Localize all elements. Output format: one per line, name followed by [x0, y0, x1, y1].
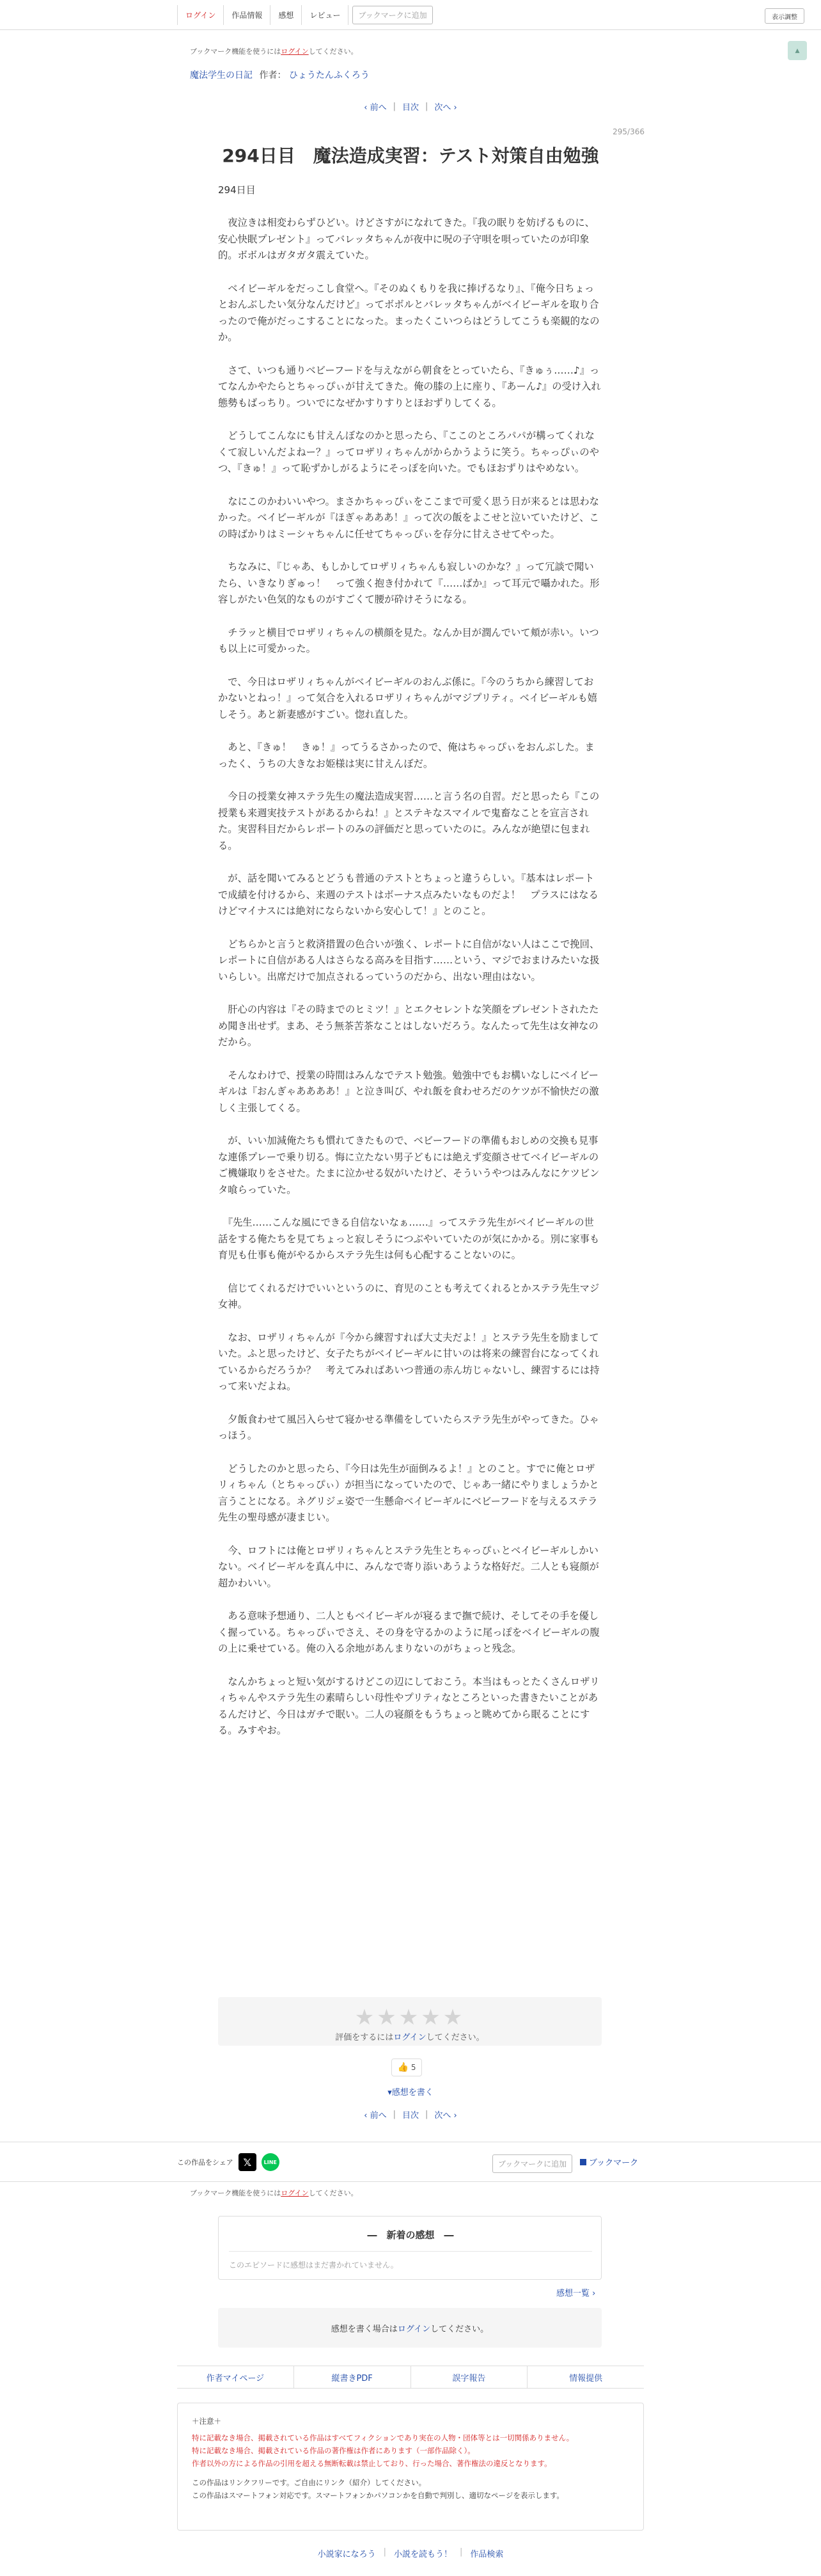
series-title-link[interactable]: 魔法学生の日記: [190, 70, 253, 81]
body-paragraph: ある意味予想通り、二人ともベイビーギルが寝るまで撫で続け、そしてその手を優しく握っている。ちゃっぴぃでさえ、その身を守るかのように尾っぽをベイビーギルの腹の上に乗せている。俺の入る余地があんまりないのがちょっと残念。: [218, 1610, 600, 1654]
divider: [0, 2181, 821, 2182]
impression-login-panel: 感想を書く場合は ログイン してください。: [218, 2308, 602, 2348]
body-paragraph: チラッと横目でロザリィちゃんの横顔を見た。なんか目が潤んでいて頬が赤い。いつも以上に可愛かった。: [218, 626, 599, 654]
caution-line: 作者以外の方による作品の引用を超える無断転載は禁止しており、行った場合、著作権法の違反となります。: [192, 2459, 552, 2468]
thumbs-up-icon: 👍: [397, 2062, 409, 2073]
narou-link[interactable]: 小説家になろう: [317, 2550, 376, 2559]
pager-top: ‹ 前へ | 目次 | 次へ ›: [0, 100, 821, 113]
nav-login[interactable]: ログイン: [178, 5, 224, 25]
nav-impressions[interactable]: 感想: [270, 5, 302, 25]
next-link[interactable]: 次へ ›: [434, 2111, 457, 2121]
body-paragraph: 夕飯食わせて風呂入らせて寝かせる準備をしていたらステラ先生がやってきた。ひゃっほう。: [218, 1413, 599, 1441]
toc-link[interactable]: 目次: [402, 103, 419, 113]
body-paragraph: で、今日はロザリィちゃんがベイビーギルのおんぶ係に。『今のうちから練習しておかないとねっ！』って気合を入れるロザリィちゃんがマジプリティ。ベイビーギルも嬉しそう。あと新妻感がすごい。惚れ直した。: [218, 676, 598, 720]
body-paragraph: 肝心の内容は『その時までのヒミツ！』とエクセレントな笑顔をプレゼントされたため聞き出せず。まあ、そう無茶苦茶なことはしないだろう。なんたって先生は女神なのだから。: [218, 1004, 599, 1048]
bookmark-login-notice: ブックマーク機能を使うにはログインしてください。: [190, 47, 358, 56]
body-paragraph: が、いい加減俺たちも慣れてきたもので、ベビーフードの準備もおしめの交換も見事な連係プレーで乗り切る。悔に立たない男子どもには絶えず変顔させてベイビーギルのご機嫌取りをさせた。たまに泣かせる奴がいたけど、そういうやつはみんなにケツビンタ喰らっていた。: [218, 1135, 600, 1196]
share-bar: [177, 2153, 279, 2171]
series-header: [190, 68, 370, 81]
display-settings-button[interactable]: 表示調整: [765, 8, 804, 24]
caution-line: この作品はスマートフォン対応です。スマートフォンかパソコンかを自動で判別し、適切なページを表示します。: [192, 2491, 564, 2500]
bookmark-icon: [580, 2159, 586, 2165]
body-paragraph: なお、ロザリィちゃんが『今から練習すれば大丈夫だよ！』とステラ先生を励ましていた。ふと思ったけど、女子たちがベイビーギルに甘いのは将来の練習台になってくれているからだろうか？ 考えてみればあいつ普通の赤ん坊じゃないし、練習するには持って来いだよね。: [218, 1331, 600, 1392]
nav-work-info[interactable]: 作品情報: [224, 5, 270, 25]
good-button[interactable]: [391, 2058, 422, 2076]
search-link[interactable]: 作品検索: [470, 2550, 504, 2559]
bookmark-login-notice-bottom: ブックマーク機能を使うにはログインしてください。: [190, 2189, 358, 2197]
caution-heading: ＋注意＋: [192, 2417, 221, 2426]
body-paragraph: そんなわけで、授業の時間はみんなでテスト勉強。勉強中でもお構いなしにベイビーギルは『おんぎゃああああ！』と泣き叫び、やれ飯を食わせろだのケツが不愉快だの激しく主張してくる。: [218, 1069, 599, 1114]
episode-progress: 295/366: [613, 127, 645, 136]
rating-panel: [218, 1997, 602, 2046]
body-paragraph: 信じてくれるだけでいいというのに、育児のことも考えてくれるとかステラ先生マジ女神。: [218, 1282, 600, 1310]
rating-login-link[interactable]: ログイン: [393, 2033, 426, 2043]
pager-bottom: ‹ 前へ | 目次 | 次へ ›: [0, 2108, 821, 2121]
caution-line: 特に記載なき場合、掲載されている作品の著作権は作者にあります（一部作品除く）。: [192, 2446, 475, 2455]
yomou-link[interactable]: 小説を読もう！: [393, 2550, 452, 2559]
typo-report-link[interactable]: 誤字報告: [411, 2366, 528, 2388]
prev-link[interactable]: ‹ 前へ: [364, 103, 387, 113]
new-impressions-panel: [218, 2216, 602, 2280]
write-impression-link[interactable]: ▾感想を書く: [387, 2088, 434, 2098]
episode-title: 294日目 魔法造成実習：テスト対策自由勉強: [222, 145, 599, 166]
notice-login-link[interactable]: ログイン: [281, 47, 309, 56]
body-paragraph: 『先生……こんな風にできる自信ないなぁ……』ってステラ先生がベイビーギルの世話をする俺たちを見てちょっと寂しそうにつぶやいていたのが気にかかる。別に家事も育児も仕事も俺がやるからステラ先生は何も心配することないのに。: [218, 1217, 600, 1261]
new-impressions-title: ― 新着の感想 ―: [367, 2229, 454, 2241]
body-paragraph: あと、『きゅ！ きゅ！』ってうるさかったので、俺はちゃっぴぃをおんぶした。まったく、うちの大きなお姫様は実に甘えんぼだ。: [218, 741, 595, 770]
body-paragraph: どうしたのかと思ったら、『今日は先生が面倒みるよ！』とのこと。すでに俺とロザリィちゃん（とちゃっぴぃ）が担当になっていたので、じゃあ一緒にやりましょうかと言うことになる。ネグリジェ姿で一生懸命ベイビーギルにベビーフードを与えるステラ先生の聖母感が凄まじい。: [218, 1462, 599, 1523]
body-paragraph: 今日の授業女神ステラ先生の魔法造成実習……と言う名の自習。だと思ったら『この授業も来週実技テストがあるからね！』とステキなスマイルで鬼畜なことを宣言された。実習科目だからレポートのみの評価だと思っていたのに。みんなが絶望に包まれる。: [218, 791, 600, 851]
body-paragraph: ベイビーギルをだっこし食堂へ。『そのぬくもりを我に捧げるなり』、『俺今日ちょっとおんぶしたい気分なんだけど』ってボボルとバレッタちゃんがベイビーギルを取り合ったので俺がだっこすることになった。まったくこいつらはどうしてこうも楽観的なのか。: [218, 282, 600, 343]
impression-login-link[interactable]: ログイン: [397, 2324, 431, 2334]
bookmark-add-button-bottom[interactable]: ブックマークに追加: [492, 2154, 572, 2173]
bottom-nav: 小説家になろう | 小説を読もう！ | 作品検索: [0, 2547, 821, 2559]
rating-login-note: 評価をするにはログインしてください。: [335, 2033, 485, 2043]
star-rating-icon[interactable]: ★★★★★: [354, 2005, 465, 2030]
next-link[interactable]: 次へ ›: [434, 103, 457, 113]
impressions-list-link[interactable]: 感想一覧 ›: [556, 2289, 596, 2298]
info-provide-link[interactable]: 情報提供: [569, 2373, 603, 2383]
line-share-icon[interactable]: LINE: [262, 2153, 279, 2171]
bookmark-add-button[interactable]: ブックマークに追加: [352, 6, 432, 24]
top-bar: [0, 0, 821, 30]
caution-box: [177, 2403, 644, 2531]
body-paragraph: ちなみに、『じゃあ、もしかしてロザリィちゃんも寂しいのかな？』って冗談で聞いたら、いきなりぎゅっ！ って強く抱き付かれて『……ばか』って耳元で囁かれた。形容しがたい色気的なものがすごくて腰が砕けそうになる。: [218, 561, 600, 605]
author-link[interactable]: ひょうたんふくろう: [288, 70, 370, 81]
caution-line: この作品はリンクフリーです。ご自由にリンク（紹介）してください。: [192, 2478, 426, 2487]
author-mypage-link[interactable]: 作者マイページ: [177, 2366, 294, 2388]
nav-review[interactable]: レビュー: [302, 5, 348, 25]
top-nav: [177, 5, 433, 25]
body-paragraph: が、話を聞いてみるとどうも普通のテストとちょっと違うらしい。『基本はレポートで成績を付けるから、来週のテストはボーナス点みたいなものだよ！ プラスにはなるけどマイナスには絶対にならないから安心して！』とのこと。: [218, 873, 598, 917]
episode-body: [218, 215, 602, 1756]
good-count: 5: [410, 2063, 416, 2072]
body-paragraph: どうしてこんなにも甘えんぼなのかと思ったら、『ここのところパパが構ってくれなくて寂しいんだよねー？』ってロザリィちゃんがからかうように笑う。ちゃっぴぃのやつ、『きゅ！』って恥ずかしがるようにそっぽを向いた。でもほおずりはやめない。: [218, 430, 599, 474]
body-paragraph: なんかちょっと短い気がするけどこの辺にしておこう。本当はもっとたくさんロザリィちゃんやステラ先生の素晴らしい母性やプリティなところといった書きたいことがあるんだけど、今日はガチで眠い。二人の寝顔をもうちょっと眺めてから眠ることにする。みすやお。: [218, 1675, 600, 1736]
body-paragraph: 今、ロフトには俺とロザリィちゃんとステラ先生とちゃっぴぃとベイビーギルしかいない。ベイビーギルを真ん中に、みんなで寄り添いあうような格好だ。二人とも寝顔が超かわいい。: [218, 1544, 599, 1589]
toc-link[interactable]: 目次: [402, 2111, 419, 2121]
body-paragraph: さて、いつも通りベビーフードを与えながら朝食をとっていたら、『きゅぅ……♪』ってなんかやたらとちゃっぴぃが甘えてきた。俺の膝の上に座り、『あーん♪』の受け入れ態勢もばっちり。ついでになぜかすりすりとほおずりしてくる。: [218, 364, 601, 409]
body-paragraph: なにこのかわいいやつ。まさかちゃっぴぃをここまで可愛く思う日が来るとは思わなかった。ベイビーギルが『ほぎゃあああ！』って次の飯をよこせと泣いていたけど、この時ばかりはミーシャちゃんに任せてちゃっぴぃを存分に甘えさせてやった。: [218, 495, 599, 540]
episode-subtitle: 294日目: [218, 184, 256, 196]
caution-line: 特に記載なき場合、掲載されている作品はすべてフィクションであり実在の人物・団体等とは一切関係ありません。: [192, 2433, 574, 2442]
author-label: 作者：: [259, 70, 286, 81]
scroll-top-icon[interactable]: ▴: [788, 41, 807, 60]
body-paragraph: 夜泣きは相変わらずひどい。けどさすがになれてきた。『我の眠りを妨げるものに、安心快眠プレゼント』ってバレッタちゃんが夜中に呪の子守唄を唄っていたのが印象的。ボボルはガタガタ震えていた。: [218, 217, 595, 261]
footer-links: [177, 2366, 644, 2389]
bookmark-toggle[interactable]: ブックマーク: [580, 2156, 638, 2168]
x-share-icon[interactable]: 𝕏: [238, 2153, 256, 2171]
vertical-pdf-link[interactable]: 縦書きPDF: [294, 2366, 411, 2388]
notice-login-link[interactable]: ログイン: [281, 2189, 309, 2197]
body-paragraph: どちらかと言うと救済措置の色合いが強く、レポートに自信がない人はここで挽回、レポートに自信がある人はさらなる高みを目指す……という、マジでおまけみたいな扱いらしい。出席だけで加点されるっていうのだから、出ない理由はない。: [218, 938, 600, 983]
share-label: この作品をシェア: [177, 2158, 233, 2167]
no-impressions-text: このエピソードに感想はまだ書かれていません。: [229, 2251, 592, 2270]
prev-link[interactable]: ‹ 前へ: [364, 2111, 387, 2121]
